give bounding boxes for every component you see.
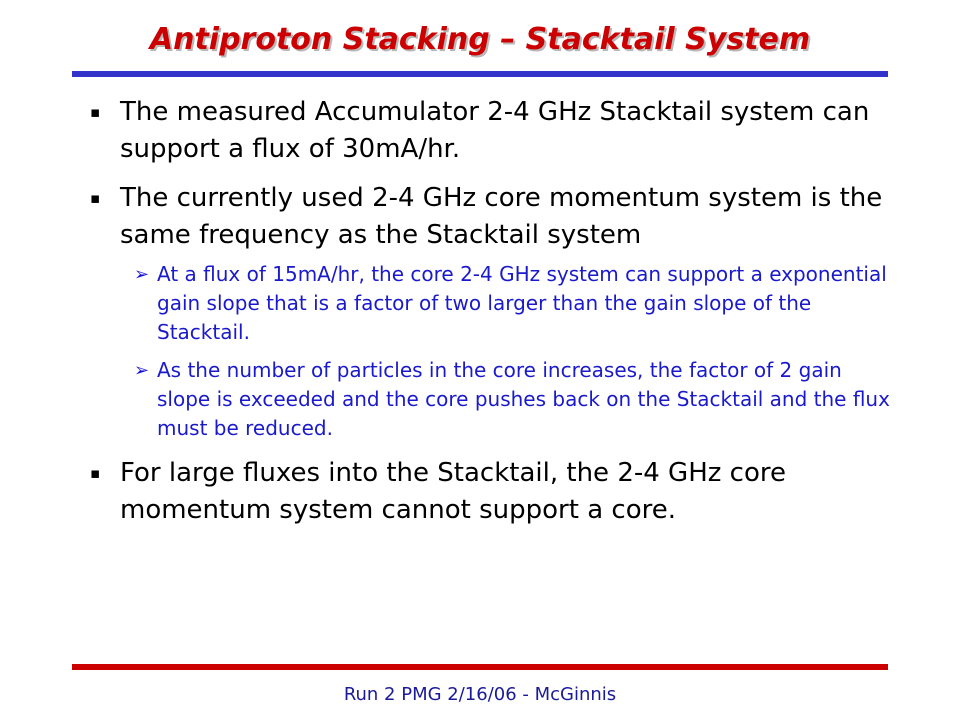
square-bullet-icon: ▪: [90, 189, 101, 207]
bullet-text: For large fluxes into the Stacktail, the 2-4 GHz core momentum system cannot support a core.: [120, 458, 786, 525]
square-bullet-icon: ▪: [90, 464, 101, 482]
bullet-text: The currently used 2-4 GHz core momentum system is the same frequency as the Stacktail system: [120, 183, 883, 250]
bullet-item: [90, 94, 890, 168]
title-divider-rule: [72, 71, 888, 77]
sub-bullet-item: [134, 260, 890, 347]
bullet-item: [90, 180, 890, 254]
arrow-bullet-icon: ➢: [134, 264, 150, 285]
slide-body: [90, 94, 890, 541]
slide-title: Antiproton Stacking – Stacktail System: [149, 22, 811, 57]
sub-bullet-item: [134, 356, 890, 443]
bullet-text: The measured Accumulator 2-4 GHz Stacktail system can support a flux of 30mA/hr.: [120, 97, 870, 164]
footer-divider-rule: [72, 664, 888, 670]
arrow-bullet-icon: ➢: [134, 360, 150, 381]
sub-bullet-text: At a flux of 15mA/hr, the core 2-4 GHz system can support a exponential gain slope that is a factor of two larger than the gain slope of the Stacktail.: [157, 262, 887, 344]
sub-bullet-text: As the number of particles in the core increases, the factor of 2 gain slope is exceeded and the core pushes back on the Stacktail and the flux must be reduced.: [157, 358, 890, 440]
square-bullet-icon: ▪: [90, 103, 101, 121]
bullet-item: [90, 455, 890, 529]
sub-bullet-list: [90, 260, 890, 443]
slide-footer: Run 2 PMG 2/16/06 - McGinnis: [343, 684, 617, 705]
